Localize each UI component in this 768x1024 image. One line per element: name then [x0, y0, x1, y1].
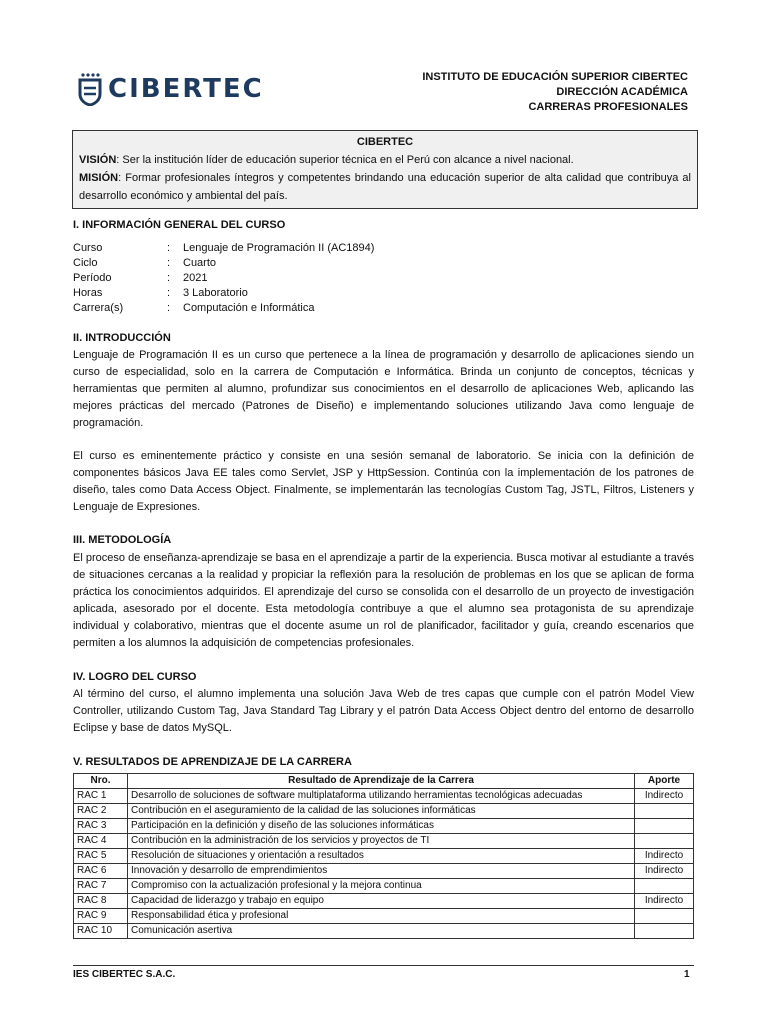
rac-resultado: Desarrollo de soluciones de software multiplataforma utilizando herramientas tecnológicas adecuadas	[128, 789, 635, 804]
info-sep: :	[167, 272, 171, 284]
column-header: Aporte	[635, 774, 694, 789]
section-title-metodologia: III. METODOLOGÍA	[73, 534, 172, 546]
rac-resultado: Contribución en la administración de los servicios y proyectos de TI	[128, 834, 635, 849]
course-info-list	[73, 241, 374, 316]
section-title-info: I. INFORMACIÓN GENERAL DEL CURSO	[73, 219, 286, 231]
rac-nro: RAC 3	[74, 819, 128, 834]
mision-text: : Formar profesionales íntegros y competentes brindando una educación superior de alta calidad que contribuya al desarrollo económico y ambiental del país.	[79, 172, 691, 202]
rac-aporte	[635, 909, 694, 924]
footer-company: IES CIBERTEC S.A.C.	[73, 969, 176, 980]
rac-resultado: Responsabilidad ética y profesional	[128, 909, 635, 924]
table-row	[74, 849, 694, 864]
info-key: Horas	[73, 287, 103, 299]
institution-line: DIRECCIÓN ACADÉMICA	[556, 86, 688, 98]
rac-nro: RAC 7	[74, 879, 128, 894]
info-sep: :	[167, 302, 171, 314]
rac-resultado: Contribución en el aseguramiento de la calidad de las soluciones informáticas	[128, 804, 635, 819]
institution-line: INSTITUTO DE EDUCACIÓN SUPERIOR CIBERTEC	[422, 71, 688, 83]
info-row	[73, 256, 374, 271]
section-title-resultados: V. RESULTADOS DE APRENDIZAJE DE LA CARRERA	[73, 756, 352, 768]
table-row	[74, 819, 694, 834]
mission-vision-box	[72, 130, 698, 209]
info-sep: :	[167, 257, 171, 269]
info-key: Curso	[73, 242, 103, 254]
intro-paragraph-2: El curso es eminentemente práctico y consiste en una sesión semanal de laboratorio. Se inicia con la definición de componentes básicos Java EE tales como Servlet, JSP y HttpSession. Continúa con la implementación de los patrones de diseño, tales como Data Access Object. Finalmente, se implementarán las tecnologías Custom Tag, JSTL, Filtros, Listeners y Lenguaje de Expresiones.	[73, 450, 694, 513]
table-header-row	[74, 774, 694, 789]
rac-aporte: Indirecto	[635, 864, 694, 879]
rac-aporte	[635, 879, 694, 894]
vision-statement	[79, 151, 691, 169]
info-key: Período	[73, 272, 112, 284]
rac-nro: RAC 2	[74, 804, 128, 819]
shield-icon	[78, 72, 102, 106]
rac-resultado: Innovación y desarrollo de emprendimientos	[128, 864, 635, 879]
table-row	[74, 864, 694, 879]
institution-header	[422, 70, 688, 115]
info-sep: :	[167, 242, 171, 254]
mision-statement	[79, 169, 691, 205]
rac-aporte: Indirecto	[635, 849, 694, 864]
rac-aporte	[635, 804, 694, 819]
cibertec-logo	[78, 70, 264, 110]
info-value: 2021	[183, 272, 208, 284]
table-row	[74, 909, 694, 924]
section-title-intro: II. INTRODUCCIÓN	[73, 332, 171, 344]
info-value: Computación e Informática	[183, 302, 315, 314]
rac-table	[73, 773, 694, 939]
info-sep: :	[167, 287, 171, 299]
rac-aporte	[635, 819, 694, 834]
info-key: Carrera(s)	[73, 302, 124, 314]
vision-text: : Ser la institución líder de educación superior técnica en el Perú con alcance a nivel nacional.	[116, 154, 574, 166]
table-row	[74, 804, 694, 819]
info-row	[73, 286, 374, 301]
info-key: Ciclo	[73, 257, 98, 269]
table-row	[74, 879, 694, 894]
table-row	[74, 789, 694, 804]
metodologia-paragraph: El proceso de enseñanza-aprendizaje se basa en el aprendizaje a partir de la experiencia. Busca motivar al estudiante a través de situaciones cercanas a la realidad y propiciar la reflexión para la resolución de problemas en los que se aplican de forma práctica los conocimientos adquiridos. El aprendizaje del curso se consolida con el desarrollo de un proyecto de investigación aplicada, asesorado por el docente. Esta metodología contribuye a que el alumno sea protagonista de su aprendizaje individual y colaborativo, mientras que el docente asume un rol de planificador, facilitador y guía, creando escenarios que permiten a los alumnos la adquisición de competencias profesionales.	[73, 552, 694, 649]
info-value: 3 Laboratorio	[183, 287, 248, 299]
table-row	[74, 834, 694, 849]
rac-resultado: Compromiso con la actualización profesional y la mejora continua	[128, 879, 635, 894]
rac-nro: RAC 1	[74, 789, 128, 804]
footer-divider	[73, 965, 694, 966]
rac-nro: RAC 5	[74, 849, 128, 864]
page-number: 1	[684, 969, 690, 980]
rac-aporte: Indirecto	[635, 789, 694, 804]
section-title-logro: IV. LOGRO DEL CURSO	[73, 671, 197, 683]
rac-aporte	[635, 834, 694, 849]
table-row	[74, 924, 694, 939]
rac-resultado: Resolución de situaciones y orientación a resultados	[128, 849, 635, 864]
logro-paragraph: Al término del curso, el alumno implementa una solución Java Web de tres capas que cumple con el patrón Model View Controller, utilizando Custom Tag, Java Standard Tag Library y el patrón Data Access Object dentro del entorno de desarrollo Eclipse y base de datos MySQL.	[73, 688, 694, 734]
rac-nro: RAC 10	[74, 924, 128, 939]
institution-line: CARRERAS PROFESIONALES	[528, 101, 688, 113]
column-header: Nro.	[74, 774, 128, 789]
rac-nro: RAC 8	[74, 894, 128, 909]
info-row	[73, 271, 374, 286]
info-value: Lenguaje de Programación II (AC1894)	[183, 242, 375, 254]
rac-nro: RAC 4	[74, 834, 128, 849]
info-row	[73, 301, 374, 316]
table-row	[74, 894, 694, 909]
info-row	[73, 241, 374, 256]
rac-nro: RAC 6	[74, 864, 128, 879]
column-header: Resultado de Aprendizaje de la Carrera	[128, 774, 635, 789]
rac-nro: RAC 9	[74, 909, 128, 924]
intro-paragraph-1: Lenguaje de Programación II es un curso que pertenece a la línea de programación y desarrollo de aplicaciones siendo un curso de especialidad, solo en la carrera de Computación e Informática. Brinda un conjunto de conceptos, técnicas y herramientas que permiten al alumno, profundizar sus conocimientos en el desarrollo de aplicaciones Web, aplicando las mejores prácticas del mercado (Patrones de Diseño) e implementando soluciones utilizando Java como lenguaje de programación.	[73, 349, 694, 429]
info-value: Cuarto	[183, 257, 217, 269]
mision-label: MISIÓN	[79, 172, 119, 184]
box-title: CIBERTEC	[356, 136, 414, 148]
rac-resultado: Capacidad de liderazgo y trabajo en equipo	[128, 894, 635, 909]
rac-resultado: Comunicación asertiva	[128, 924, 635, 939]
logo-text: CIBERTEC	[108, 74, 264, 104]
vision-label: VISIÓN	[79, 154, 117, 166]
rac-aporte	[635, 924, 694, 939]
rac-resultado: Participación en la definición y diseño de las soluciones informáticas	[128, 819, 635, 834]
rac-aporte: Indirecto	[635, 894, 694, 909]
